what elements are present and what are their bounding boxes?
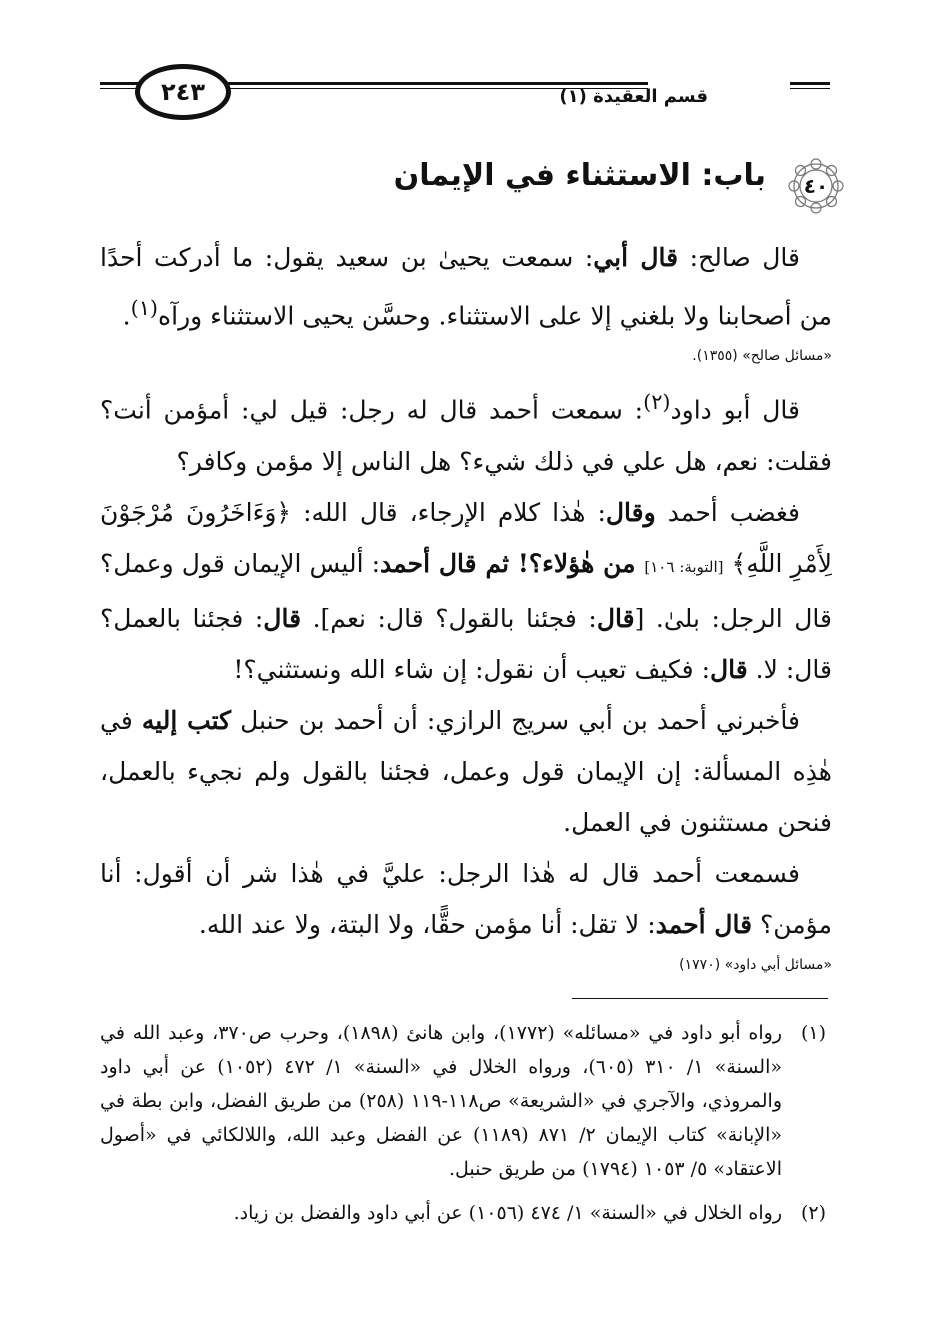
text-run: في هٰذِه المسألة: إن الإيمان قول وعمل، فجئنا بالقول ولم نجيء بالعمل، فنحن مستثنون في العمل. — [100, 705, 832, 837]
header-rule-center — [228, 82, 648, 85]
footnote-ref-2: (٢) — [643, 390, 671, 415]
footnote-text: رواه الخلال في «السنة» ١/ ٤٧٤ (١٠٥٦) عن أبي داود والفضل بن زياد. — [233, 1202, 782, 1224]
header-rule-right-thin — [790, 88, 830, 89]
text-run: : سمعت أحمد قال له رجل: قيل لي: أمؤمن أنت؟ فقلت: نعم، هل علي في ذلك شيء؟ هل الناس إلا مؤمن وكافر؟ — [100, 395, 832, 476]
section-title: قسم العقيدة (١) — [559, 86, 708, 107]
chapter-title: باب: الاستثناء في الإيمان — [393, 158, 766, 193]
text-run: : فكيف تعيب أن نقول: إن شاء الله ونستثني؟! — [233, 654, 710, 684]
text-run: : فجئنا بالعمل؟ قال: لا. — [100, 603, 832, 684]
quran-reference: [التوبة: ١٠٦] — [644, 557, 724, 576]
chapter-number: ٤٠ — [803, 174, 829, 198]
bold-run: قال أحمد — [380, 548, 477, 578]
footnote-number: (٢) — [800, 1202, 826, 1224]
bold-run: وقال — [605, 497, 656, 527]
footnote-divider — [572, 998, 828, 999]
footnotes — [100, 1016, 826, 1240]
paragraph-5 — [100, 848, 832, 950]
header-rule-left-thin — [100, 88, 140, 89]
bold-run: قال أبي — [593, 243, 679, 272]
page-number: ٢٤٣ — [135, 64, 231, 120]
text-run: فأخبرني أحمد بن أبي سريج الرازي: أن أحمد بن حنبل — [231, 705, 800, 735]
footnote-number: (١) — [800, 1022, 826, 1044]
text-run: قال صالح: — [678, 243, 800, 272]
bold-run: قال — [596, 603, 635, 633]
chapter-ornament-icon — [788, 158, 844, 214]
text-run: فغضب أحمد — [655, 497, 801, 527]
quran-quote: : هٰذا كلام الإرجاء، قال الله: ﴿وَءَاخَرُونَ مُرْجَوْنَ لِأَمْرِ اللَّهِ﴾ — [100, 497, 833, 578]
footnote-2 — [100, 1196, 826, 1230]
footnote-text: رواه أبو داود في «مسائله» (١٧٧٢)، وابن هانئ (١٨٩٨)، وحرب ص٣٧٠، وعبد الله في «السنة» ١/ ٣١٠ (٦٠٥)، ورواه الخلال في «السنة» ١/ ٤٧٢ (١٠٥٢) عن أبي داود والمروذي، والآجري في «الشريعة» ص١١٨-١١٩ (٢٥٨) من طريق الفضل، وابن بطة في «الإبانة» كتاب الإيمان ٢/ ٨٧١ (١١٨٩) عن الفضل وعبد الله، واللالكائي في «أصول الاعتقاد» ٥/ ١٠٥٣ (١٧٩٤) من طريق حنبل. — [100, 1022, 783, 1180]
main-text — [100, 232, 832, 986]
paragraph-1 — [100, 232, 832, 341]
paragraph-3 — [100, 487, 832, 695]
text-run: قال أبو داود — [670, 395, 800, 425]
paragraph-4 — [100, 695, 832, 848]
source-citation-2: «مسائل أبي داود» (١٧٧٠) — [679, 956, 832, 973]
footnote-1 — [100, 1016, 826, 1186]
bold-run: قال — [263, 603, 302, 633]
text-run: . — [122, 301, 131, 331]
bold-run: كتب إليه — [141, 705, 232, 735]
text-run: : فجئنا بالقول؟ قال: نعم]. — [301, 603, 597, 633]
header-rule-left — [100, 82, 140, 85]
footnote-ref-1: (١) — [130, 296, 159, 320]
paragraph-2 — [100, 377, 832, 486]
running-header — [100, 64, 830, 124]
bold-run: من هٰؤلاء؟! ثم — [476, 548, 645, 578]
bold-run: قال — [710, 654, 748, 684]
text-run: : لا تقل: أنا مؤمن حقًّا، ولا البتة، ولا عند الله. — [198, 909, 656, 939]
text-run: : سمعت يحيىٰ بن سعيد يقول: ما أدركت أحدًا من أصحابنا ولا بلغني إلا على الاستثناء. وحسَّن يحيى الاستثناء ورآه — [100, 243, 832, 331]
bold-run: قال أحمد — [655, 909, 753, 939]
text-run: : أليس الإيمان قول وعمل؟ قال الرجل: بلىٰ. [ — [100, 548, 833, 633]
text-run: فسمعت أحمد قال له هٰذا الرجل: عليَّ في هٰذا شر أن أقول: أنا مؤمن؟ — [100, 858, 832, 939]
source-citation-1: «مسائل صالح» (١٣٥٥). — [692, 348, 832, 365]
header-rule-right — [790, 82, 830, 85]
